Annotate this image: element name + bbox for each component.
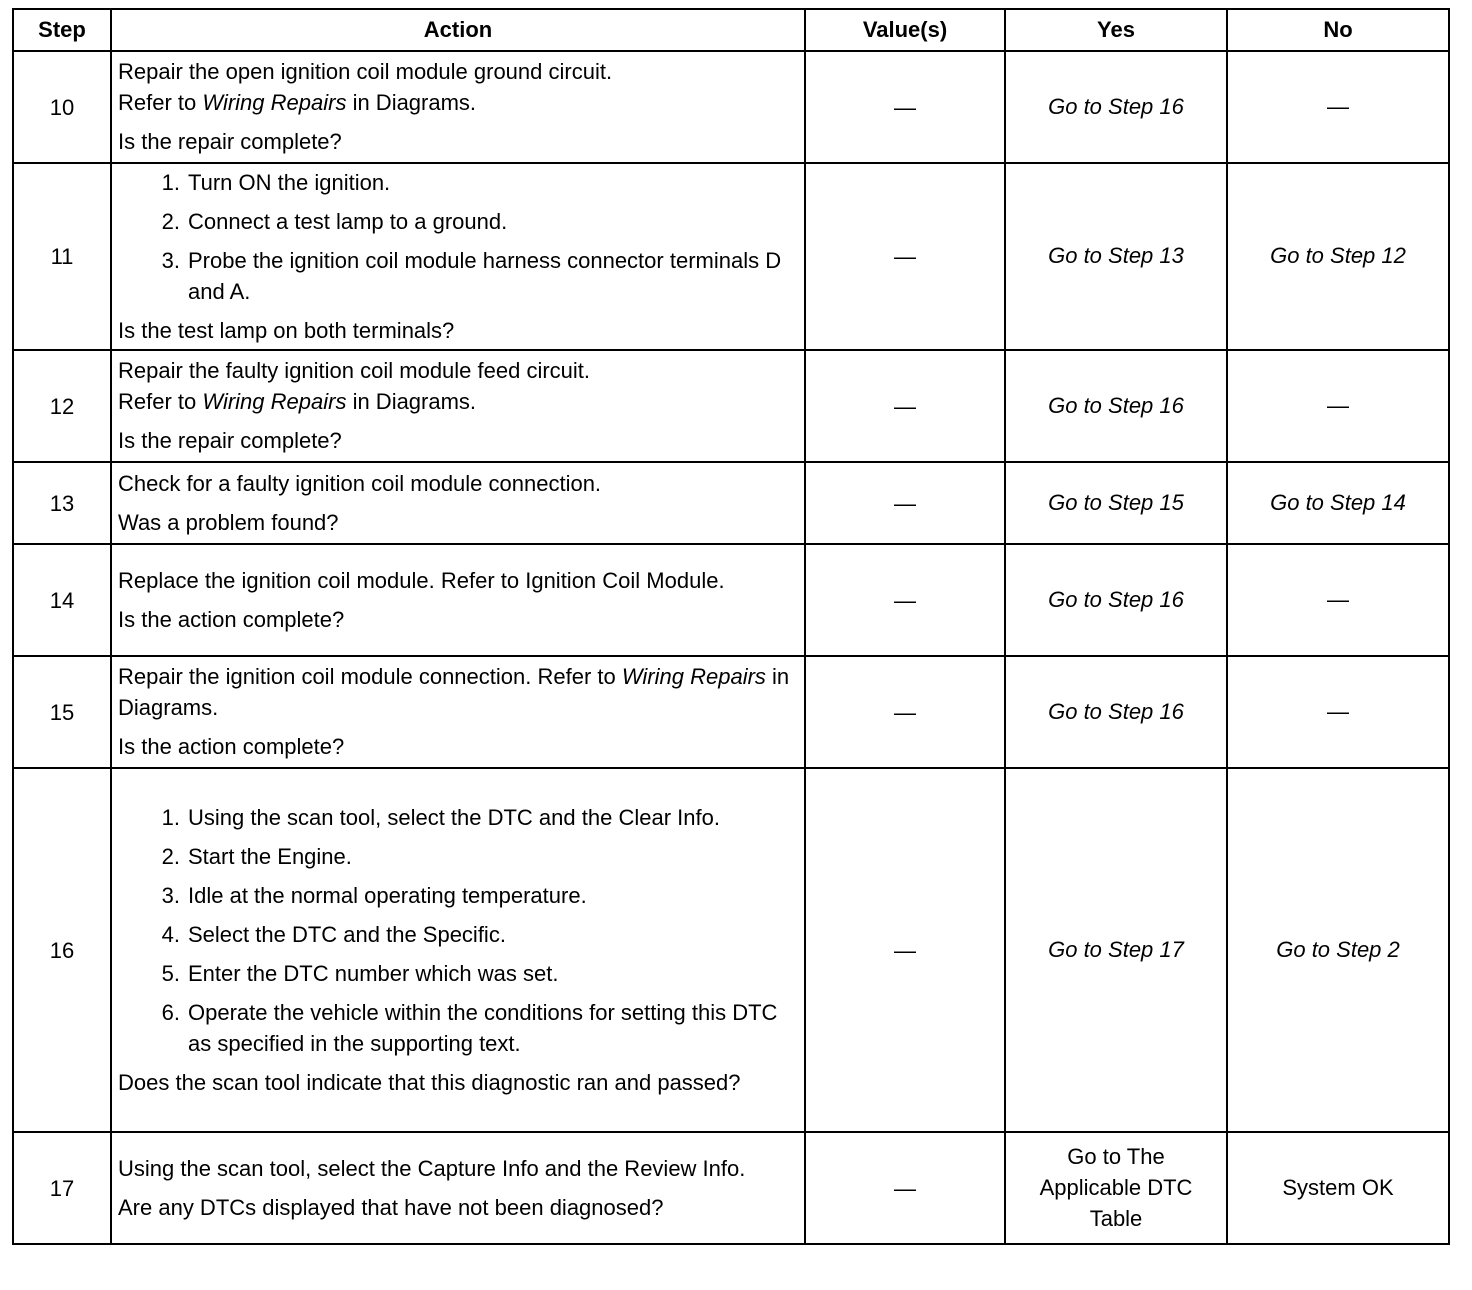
action-cell xyxy=(111,163,805,350)
no-cell: — xyxy=(1227,51,1449,163)
table-row xyxy=(13,544,1449,656)
substep: 3. Probe the ignition coil module harness connector terminals D and A. xyxy=(161,247,782,304)
step-number: 15 xyxy=(13,656,111,768)
step-number: 11 xyxy=(13,163,111,350)
header-yes: Yes xyxy=(1005,9,1227,51)
substep-list xyxy=(118,167,798,307)
yes-cell: Go to Step 16 xyxy=(1005,51,1227,163)
value-cell: — xyxy=(805,350,1005,462)
no-cell: — xyxy=(1227,656,1449,768)
action-text: Replace the ignition coil module. Refer to Ignition Coil Module. xyxy=(118,567,725,593)
header-row xyxy=(13,9,1449,51)
action-cell xyxy=(111,768,805,1132)
table-row xyxy=(13,163,1449,350)
value-cell: — xyxy=(805,1132,1005,1244)
action-text: Check for a faulty ignition coil module connection. xyxy=(118,470,602,496)
yes-cell: Go to Step 13 xyxy=(1005,163,1227,350)
action-cell xyxy=(111,1132,805,1244)
header-action: Action xyxy=(111,9,805,51)
substep: 1. Using the scan tool, select the DTC and the Clear Info. xyxy=(161,804,720,830)
yes-cell: Go to Step 15 xyxy=(1005,462,1227,544)
action-cell xyxy=(111,544,805,656)
action-question: Is the action complete? xyxy=(118,734,345,759)
header-no: No xyxy=(1227,9,1449,51)
value-cell: — xyxy=(805,51,1005,163)
action-cell xyxy=(111,656,805,768)
no-cell: — xyxy=(1227,350,1449,462)
no-cell: Go to Step 12 xyxy=(1227,163,1449,350)
action-question: Does the scan tool indicate that this diagnostic ran and passed? xyxy=(118,1069,741,1095)
action-reference: Repair the ignition coil module connection. Refer to Wiring Repairs in Diagrams. xyxy=(118,664,790,720)
step-number: 12 xyxy=(13,350,111,462)
substep: 5. Enter the DTC number which was set. xyxy=(161,960,559,986)
no-cell: Go to Step 14 xyxy=(1227,462,1449,544)
yes-cell: Go to The Applicable DTC Table xyxy=(1005,1132,1227,1244)
table-row xyxy=(13,768,1449,1132)
yes-cell: Go to Step 16 xyxy=(1005,656,1227,768)
header-values: Value(s) xyxy=(805,9,1005,51)
yes-cell: Go to Step 17 xyxy=(1005,768,1227,1132)
action-reference: Refer to Wiring Repairs in Diagrams. xyxy=(118,389,477,414)
action-cell xyxy=(111,462,805,544)
table-row xyxy=(13,51,1449,163)
substep: 2. Start the Engine. xyxy=(161,843,352,869)
action-text: Using the scan tool, select the Capture Info and the Review Info. xyxy=(118,1155,746,1181)
action-question: Is the repair complete? xyxy=(118,428,342,453)
action-text: Repair the open ignition coil module ground circuit. xyxy=(118,59,613,84)
action-cell xyxy=(111,51,805,163)
action-question: Are any DTCs displayed that have not been diagnosed? xyxy=(118,1194,664,1220)
no-cell: System OK xyxy=(1227,1132,1449,1244)
value-cell: — xyxy=(805,656,1005,768)
table-row xyxy=(13,1132,1449,1244)
table-row xyxy=(13,656,1449,768)
table-row xyxy=(13,462,1449,544)
action-question: Is the action complete? xyxy=(118,606,345,632)
value-cell: — xyxy=(805,163,1005,350)
action-reference: Refer to Wiring Repairs in Diagrams. xyxy=(118,90,477,115)
substep: 6. Operate the vehicle within the conditions for setting this DTC as specified in the supporting text. xyxy=(161,999,778,1056)
step-number: 14 xyxy=(13,544,111,656)
action-cell xyxy=(111,350,805,462)
substep: 4. Select the DTC and the Specific. xyxy=(161,921,506,947)
yes-cell: Go to Step 16 xyxy=(1005,544,1227,656)
substep: 1. Turn ON the ignition. xyxy=(161,169,391,195)
action-question: Is the repair complete? xyxy=(118,129,342,154)
header-step: Step xyxy=(13,9,111,51)
action-question: Is the test lamp on both terminals? xyxy=(118,317,455,343)
substep: 2. Connect a test lamp to a ground. xyxy=(161,208,508,234)
no-cell: — xyxy=(1227,544,1449,656)
table-row xyxy=(13,350,1449,462)
no-cell: Go to Step 2 xyxy=(1227,768,1449,1132)
step-number: 17 xyxy=(13,1132,111,1244)
substep-list xyxy=(118,802,798,1059)
action-question: Was a problem found? xyxy=(118,509,339,535)
value-cell: — xyxy=(805,544,1005,656)
step-number: 13 xyxy=(13,462,111,544)
substep: 3. Idle at the normal operating temperature. xyxy=(161,882,587,908)
yes-cell: Go to Step 16 xyxy=(1005,350,1227,462)
action-text: Repair the faulty ignition coil module feed circuit. xyxy=(118,358,591,383)
diagnostic-table xyxy=(12,8,1450,1245)
value-cell: — xyxy=(805,768,1005,1132)
step-number: 10 xyxy=(13,51,111,163)
value-cell: — xyxy=(805,462,1005,544)
step-number: 16 xyxy=(13,768,111,1132)
